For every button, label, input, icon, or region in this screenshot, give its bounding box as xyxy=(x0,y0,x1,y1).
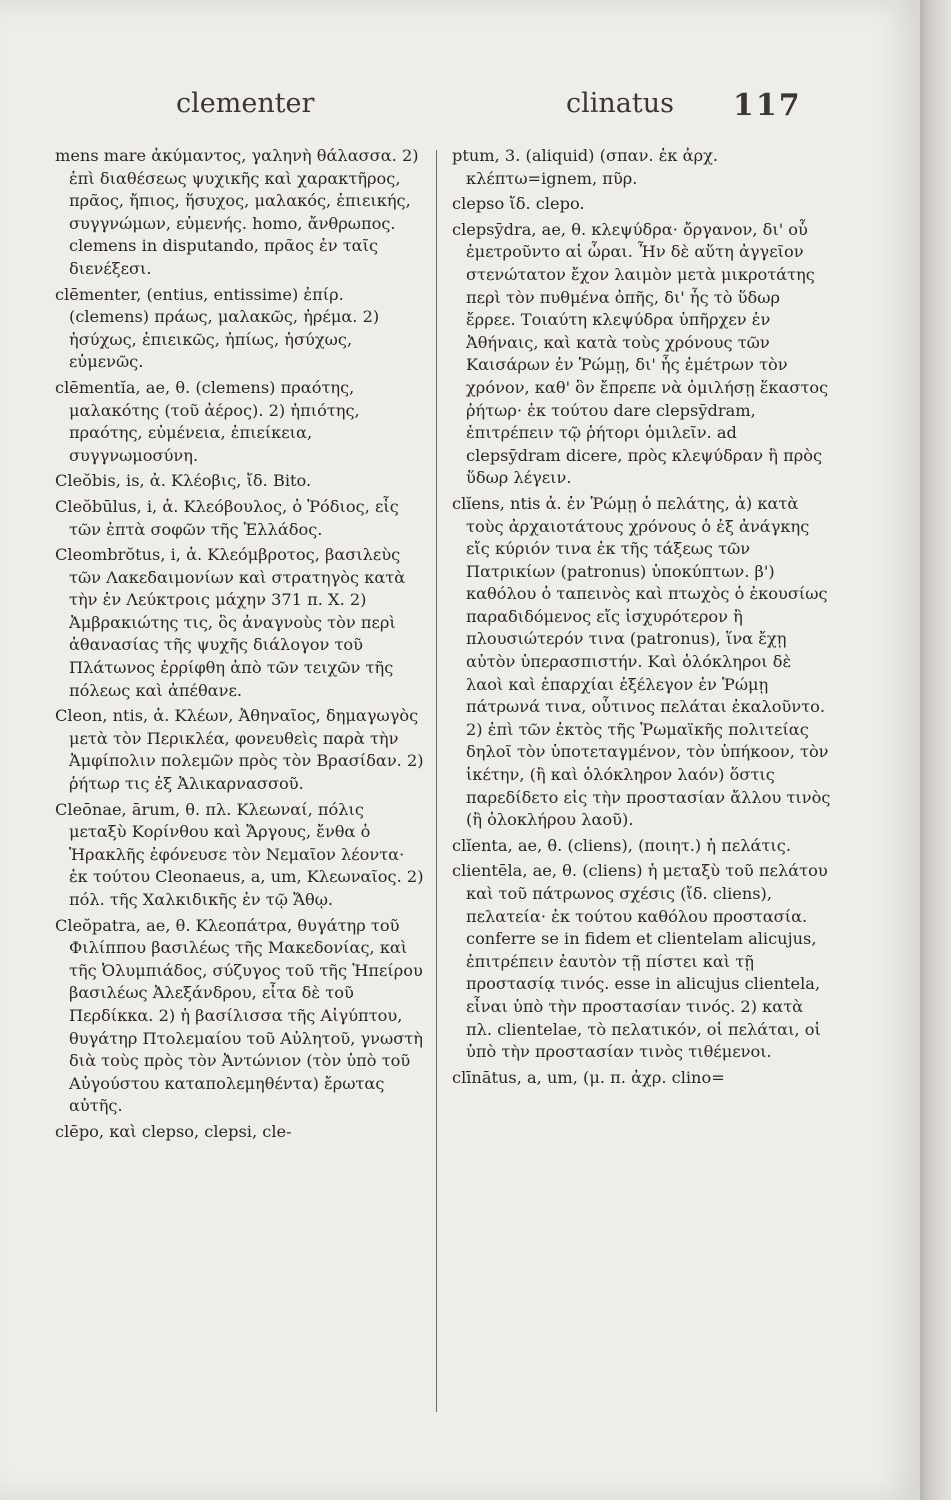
entry-cleonae: Cleōnae, ārum, θ. πλ. Κλεωναί, πόλις μεταξὺ Κορίνθου καὶ Ἄργους, ἔνθα ὁ Ἡρακλῆς ἐφόνευσε τὸν Νεμαῖον λέοντα· ἐκ τούτου Cleonaeus, a, um, Κλεωναῖος. 2) πόλ. τῆς Χαλκιδικῆς ἐν τῷ Ἄθῳ. xyxy=(55,799,424,909)
entry-clementer: clēmenter, (entius, entissime) ἐπίρ. (clemens) πράως, μαλακῶς, ἠρέμα. 2) ἡσύχως, ἐπιεικῶς, ἠπίως, ἡσύχως, εὐμενῶς. xyxy=(55,284,380,372)
entry-clemens-cont: mens mare ἀκύμαντος, γαληνὴ θάλασσα. 2) ἐπὶ διαθέσεως ψυχικῆς καὶ χαρακτῆρος, πρᾶος, ἤπιος, ἥσυχος, μαλακός, ἐπιεικής, συγγνώμων, εὐμενής. homo, ἄνθρωπος. clemens in disputando, πρᾶος ἐν ταῖς διενέξεσι. xyxy=(55,146,419,278)
right-guide-word: clinatus xyxy=(566,88,674,119)
entry-clepo-cont: ptum, 3. (aliquid) (σπαν. ἐκ ἀρχ. κλέπτω=ignem, πῦρ. xyxy=(452,146,719,188)
entry-clinatus: clīnātus, a, um, (μ. π. ἀχρ. clino= xyxy=(452,1067,725,1087)
right-column xyxy=(452,145,832,1092)
entry-clepsydra: clepsȳdra, ae, θ. κλεψύδρα· ὄργανον, δι' οὗ ἐμετροῦντο αἱ ὧραι. Ἦν δὲ αὕτη ἀγγεῖον στενώτατον ἔχον λαιμὸν μετὰ μικροτάτης περὶ τὸν πυθμένα ὀπῆς, δι' ἧς τὸ ὕδωρ ἔρρεε. Τοιαύτη κλεψύδρα ὑπῆρχεν ἐν Ἀθήναις, καὶ κατὰ τοὺς χρόνους τῶν Καισάρων ἐν Ῥώμῃ, δι' ἧς ἐμέτρων τὸν χρόνον, καθ' ὃν ἔπρεπε νὰ ὁμιλήσῃ ἕκαστος ῥήτωρ· ἐκ τούτου dare clepsȳdram, ἐπιτρέπειν τῷ ῥήτορι ὁμιλεῖν. ad clepsȳdram dicere, πρὸς κλεψύδραν ἢ πρὸς ὕδωρ λέγειν. xyxy=(452,219,829,488)
entry-clientela: clientēla, ae, θ. (cliens) ἡ μεταξὺ τοῦ πελάτου καὶ τοῦ πάτρωνος σχέσις (ἴδ. cliens), πελατεία· ἐκ τούτου καθόλου προστασία. conferre se in fidem et clientelam alicujus, ἐπιτρέπειν ἑαυτὸν τῇ πίστει καὶ τῇ προστασίᾳ τινός. esse in alicujus clientela, εἶναι ὑπὸ τὴν προστασίαν τινός. 2) κατὰ πλ. clientelae, τὸ πελατικόν, οἱ πελάται, οἱ ὑπὸ τὴν προστασίαν τινὸς τιθέμενοι. xyxy=(452,861,828,1062)
entry-clementia: clēmentĭa, ae, θ. (clemens) πραότης, μαλακότης (τοῦ ἀέρος). 2) ἠπιότης, πραότης, εὐμένεια, ἐπιείκεια, συγγνωμοσύνη. xyxy=(55,377,360,465)
entry-clienta: clĭenta, ae, θ. (cliens), (ποιητ.) ἡ πελάτις. xyxy=(452,835,791,855)
entry-cleobulus: Cleŏbūlus, i, ἀ. Κλεόβουλος, ὁ Ῥόδιος, εἷς τῶν ἑπτὰ σοφῶν τῆς Ἑλλάδος. xyxy=(55,496,399,539)
entry-cleombrotus: Cleombrŏtus, i, ἀ. Κλεόμβροτος, βασιλεὺς τῶν Λακεδαιμονίων καὶ στρατηγὸς κατὰ τὴν ἐν Λεύκτροις μάχην 371 π. Χ. 2) Ἀμβρακιώτης τις, ὃς ἀναγνοὺς τὸν περὶ ἀθανασίας τῆς ψυχῆς διάλογον τοῦ Πλάτωνος ἐρρίφθη ἀπὸ τῶν τειχῶν τῆς πόλεως καὶ ἀπέθανε. xyxy=(55,545,406,700)
entry-cleobis: Cleŏbis, is, ἀ. Κλέοβις, ἴδ. Bito. xyxy=(55,471,312,491)
entry-cliens: clĭens, ntis ἀ. ἐν Ῥώμῃ ὁ πελάτης, ἀ) κατὰ τοὺς ἀρχαιοτάτους χρόνους ὁ ἐξ ἀνάγκης εἴς κύριόν τινα ἐκ τῆς τάξεως τῶν Πατρικίων (patronus) ὑποκύπτων. β') καθόλου ὁ ταπεινὸς καὶ πτωχὸς ὁ ἑκουσίως παραδιδόμενος εἴς ἰσχυρότερον ἢ πλουσιώτερόν τινα (patronus), ἵνα ἔχῃ αὐτὸν ὑπερασπιστήν. Καὶ ὁλόκληροι δὲ λαοὶ καὶ ἐπαρχίαι ἐξέλεγον ἐν Ῥώμῃ πάτρωνά τινα, οὗτινος πελάται ἐκαλοῦντο. 2) ἐπὶ τῶν ἐκτὸς τῆς Ῥωμαϊκῆς πολιτείας δηλοῖ τὸν ὑποτεταγμένον, τὸν ὑπήκοον, τὸν ἱκέτην, (ἢ καὶ ὁλόκληρον λαόν) ὅστις παρεδίδετο εἰς τὴν προστασίαν ἄλλου τινὸς (ἢ ὁλοκλήρου λαοῦ). xyxy=(452,493,831,830)
page-number: 117 xyxy=(733,88,802,123)
entry-cleopatra: Cleŏpatra, ae, θ. Κλεοπάτρα, θυγάτηρ τοῦ Φιλίππου βασιλέως τῆς Μακεδονίας, καὶ τῆς Ὀλυμπιάδος, σύζυγος τοῦ τῆς Ἠπείρου βασιλέως Ἀλεξάνδρου, εἶτα δὲ τοῦ Περδίκκα. 2) ἡ βασίλισσα τῆς Αἰγύπτου, θυγάτηρ Πτολεμαίου τοῦ Αὐλητοῦ, γνωστὴ διὰ τοὺς πρὸς τὸν Ἀντώνιον (τὸν ὑπὸ τοῦ Αὐγούστου καταπολεμηθέντα) ἔρωτας αὐτῆς. xyxy=(55,915,423,1116)
entry-clepo: clēpo, καὶ clepso, clepsi, cle- xyxy=(55,1121,292,1141)
entry-cleon: Cleon, ntis, ἀ. Κλέων, Ἀθηναῖος, δημαγωγὸς μετὰ τὸν Περικλέα, φονευθεὶς παρὰ τὴν Ἀμφίπολιν πολεμῶν πρὸς τὸν Βρασίδαν. 2) ῥήτωρ τις ἐξ Ἀλικαρνασσοῦ. xyxy=(55,706,424,794)
column-divider xyxy=(436,150,437,1412)
entry-clepso: clepso ἴδ. clepo. xyxy=(452,194,585,214)
left-column xyxy=(55,145,425,1147)
page-edge xyxy=(920,0,951,1500)
left-guide-word: clementer xyxy=(176,88,315,119)
